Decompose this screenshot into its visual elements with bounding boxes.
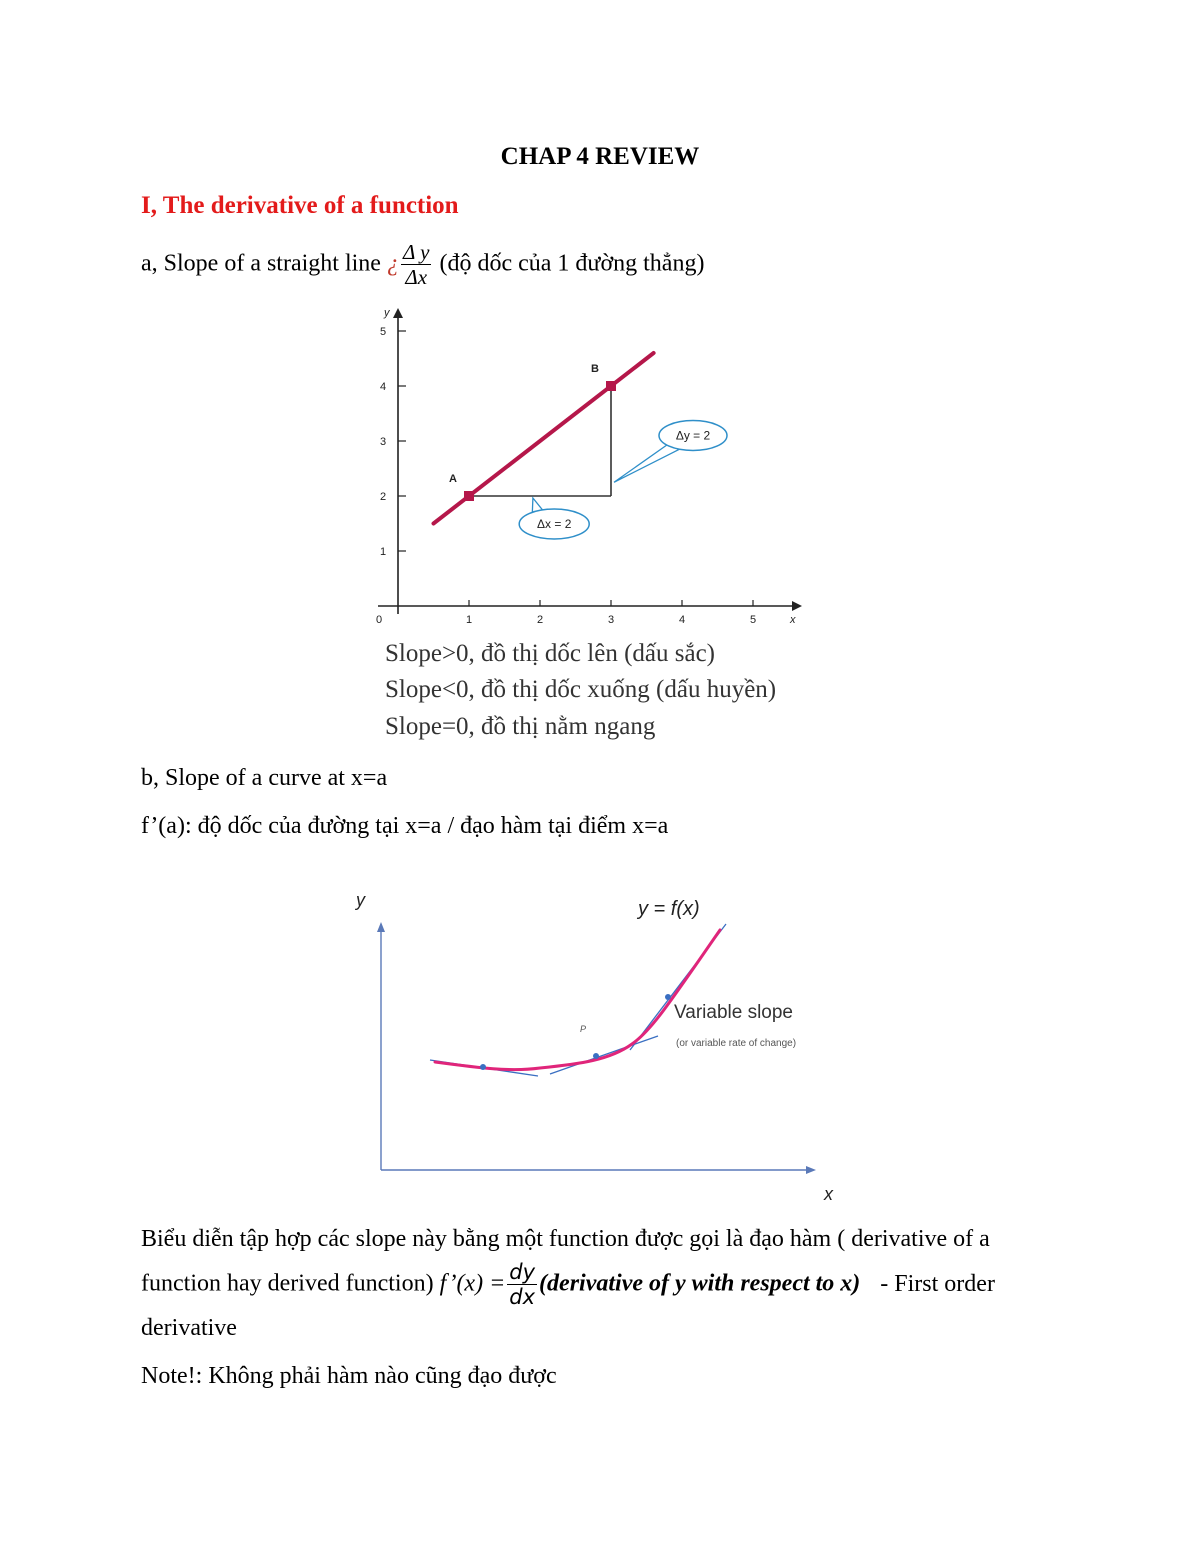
tangent-point-2 (593, 1053, 599, 1059)
line-a (141, 242, 704, 288)
delta-fraction (401, 242, 432, 288)
tangent-point-1 (480, 1064, 486, 1070)
derivative-paren: (derivative of y with respect to x) (539, 1270, 861, 1297)
x-axis-arrow (792, 601, 802, 611)
paragraph-line-3: derivative (141, 1315, 237, 1341)
point-label-b: B (591, 363, 599, 375)
line-fprime: f’(a): độ dốc của đường tại x=a / đạo hàm tại điểm x=a (141, 813, 669, 839)
x-axis-label: x (790, 614, 796, 626)
y-tick-label: 1 (380, 546, 387, 558)
x-tick-label: 4 (679, 614, 686, 626)
para2-lead: function hay derived function) (141, 1270, 434, 1297)
dy-dx-fraction (507, 1262, 537, 1308)
slope-note-negative: Slope<0, đồ thị dốc xuống (dấu huyền) (385, 676, 777, 703)
x-axis-label: x (824, 1184, 833, 1204)
y-axis-label: y (356, 890, 365, 910)
x-tick-label: 2 (537, 614, 544, 626)
point-a (464, 491, 474, 501)
section-heading: I, The derivative of a function (141, 192, 459, 219)
curve-slope-chart (340, 880, 860, 1210)
tangent-line-middle (550, 1036, 658, 1074)
x-tick-label: 5 (750, 614, 757, 626)
y-axis-label: y (384, 307, 390, 319)
slope-note-positive: Slope>0, đồ thị dốc lên (dấu sắc) (385, 640, 715, 667)
point-label-a: A (449, 473, 457, 485)
curve-label: y = f(x) (638, 898, 700, 920)
point-b (606, 381, 616, 391)
y-tick-label: 5 (380, 326, 387, 338)
delta-y-label: Δy = 2 (675, 428, 711, 443)
line-a-suffix: (độ dốc của 1 đường thẳng) (439, 250, 705, 277)
point-label-p: P (580, 1024, 587, 1034)
delta-fraction-num: Δ y (402, 240, 430, 264)
inverted-question-glyph: ¿ (386, 250, 399, 277)
fprime-expression: f’(x) = (439, 1270, 506, 1297)
line-a-prefix: a, Slope of a straight line (141, 250, 381, 277)
dy-dx-den: dx (509, 1285, 536, 1309)
line-b: b, Slope of a curve at x=a (141, 765, 388, 791)
x-tick-label: 1 (466, 614, 473, 626)
straight-line-chart (360, 300, 820, 640)
tangent-point-3 (665, 994, 671, 1000)
x-axis-arrow (806, 1166, 816, 1174)
y-tick-label: 2 (380, 491, 387, 503)
x-tick-label: 3 (608, 614, 615, 626)
delta-fraction-den: Δx (405, 265, 428, 289)
note-line: Note!: Không phải hàm nào cũng đạo được (141, 1363, 557, 1389)
y-tick-label: 3 (380, 436, 387, 448)
slope-note-zero: Slope=0, đồ thị nằm ngang (385, 713, 656, 740)
x-tick-label: 0 (376, 614, 383, 626)
delta-y-callout-tail (614, 444, 679, 483)
y-tick-label: 4 (380, 381, 387, 393)
dy-dx-num: dy (509, 1260, 536, 1284)
y-axis-arrow (393, 308, 403, 318)
variable-rate-label: (or variable rate of change) (676, 1038, 797, 1049)
page-title: CHAP 4 REVIEW (500, 143, 700, 170)
paragraph-line-2 (141, 1262, 995, 1308)
paragraph-line-1: Biểu diễn tập hợp các slope này bằng một function được gọi là đạo hàm ( derivative of a (141, 1226, 990, 1252)
para2-tail: - First order (880, 1270, 995, 1297)
y-axis-arrow (377, 922, 385, 932)
delta-x-label: Δx = 2 (537, 517, 572, 531)
variable-slope-label: Variable slope (674, 1002, 794, 1023)
